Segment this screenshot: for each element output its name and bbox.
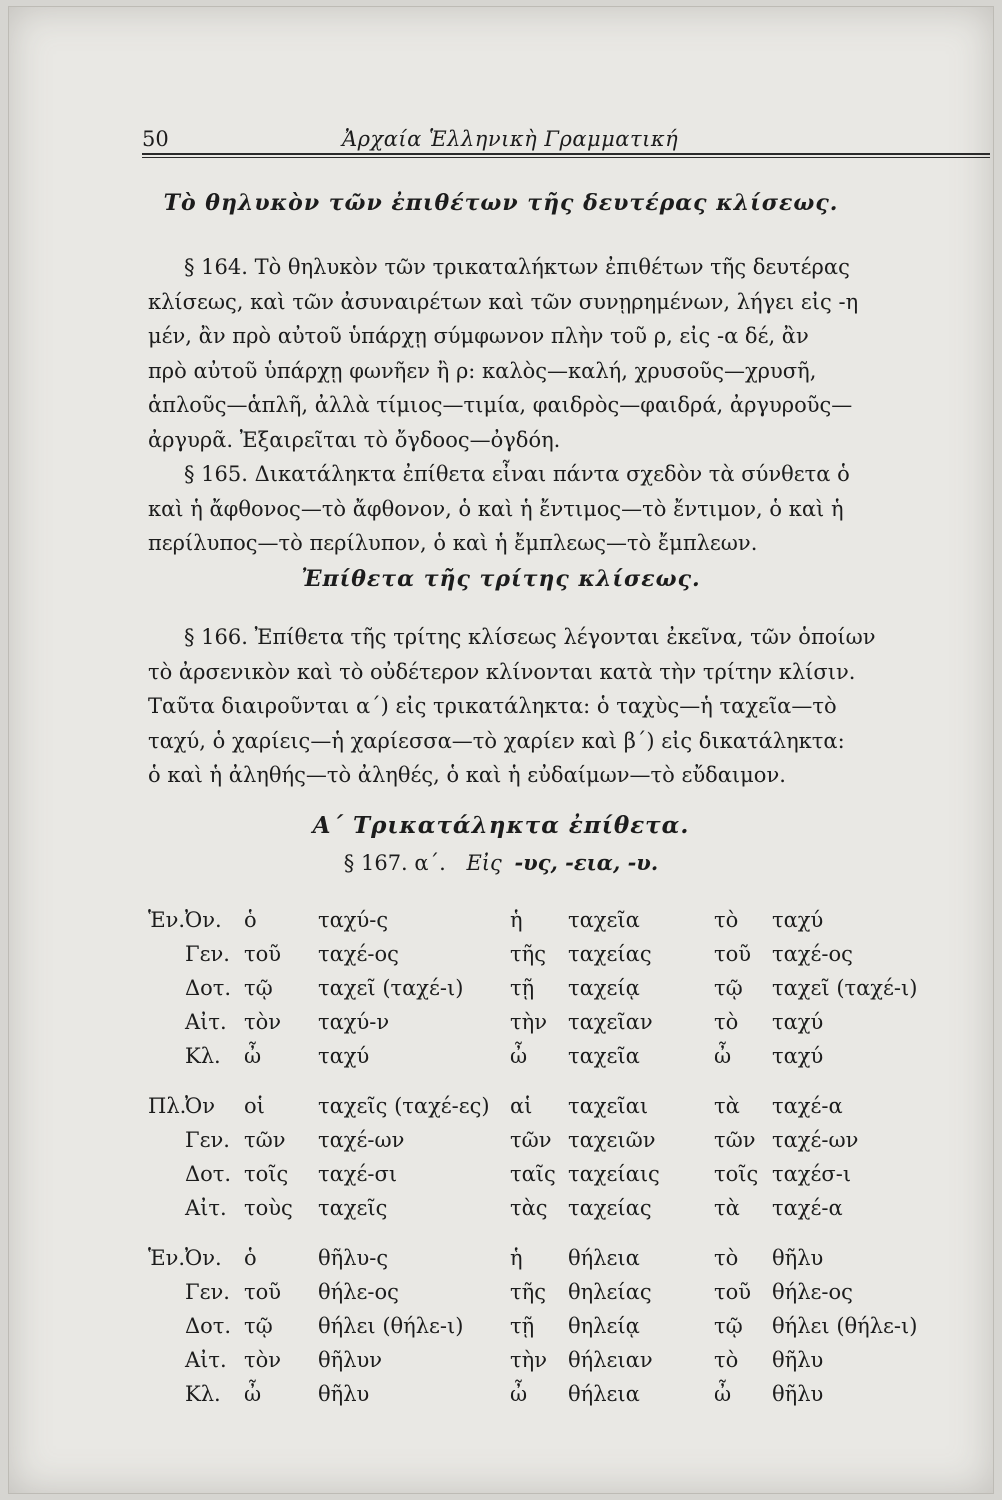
table-row [148,976,990,1010]
table-row [148,1044,990,1078]
text-line: κλίσεως, καὶ τῶν ἀσυναιρέτων καὶ τῶν συνῃρημένων, λήγει εἰς -η [148,289,859,314]
form-masc: ταχεῖ (ταχέ-ι) [318,976,464,1000]
form-fem: ταχεῖα [568,908,640,932]
article-masc: τῷ [244,976,273,1000]
declension-group-singular-taxys [148,908,990,1078]
case-label: Δοτ. [185,1314,232,1338]
form-masc: θήλε-ος [318,1280,399,1304]
form-fem: ταχείᾳ [568,976,640,1000]
article-masc: τοῦ [244,1280,282,1304]
article-masc: τῷ [244,1314,273,1338]
article-neut: τῷ [714,976,743,1000]
declension-table [148,908,990,1416]
declension-group-plural-taxys [148,1094,990,1230]
case-label: Κλ. [185,1044,221,1068]
section-heading-feminine: Τὸ θηλυκὸν τῶν ἐπιθέτων τῆς δευτέρας κλίσεως. [163,190,839,216]
article-masc: τῶν [244,1128,286,1152]
form-masc: θήλει (θήλε-ι) [318,1314,464,1338]
form-fem: θηλείᾳ [568,1314,640,1338]
group-spacer [148,1230,990,1246]
form-fem: θήλεια [568,1246,640,1270]
article-neut: τὰ [714,1094,740,1118]
article-neut: τῶν [714,1128,756,1152]
table-row [148,1382,990,1416]
case-label: Αἰτ. [185,1348,227,1372]
case-label: Γεν. [185,942,230,966]
article-fem: τῆς [510,942,546,966]
table-row [148,1280,990,1314]
table-row [148,942,990,976]
form-fem: θηλείας [568,1280,652,1304]
form-neut: θήλε-ος [772,1280,853,1304]
article-fem: ἡ [510,1246,523,1270]
number-label: Ἑν. [148,908,186,932]
text-line: καὶ ἡ ἄφθονος—τὸ ἄφθονον, ὁ καὶ ἡ ἔντιμος—τὸ ἔντιμον, ὁ καὶ ἡ [148,496,844,521]
article-fem: τῇ [510,1314,535,1338]
form-fem: θήλειαν [568,1348,653,1372]
form-neut: ταχύ [772,908,824,932]
article-fem: τῆς [510,1280,546,1304]
form-masc: ταχεῖς [318,1196,388,1220]
text-line: Ταῦτα διαιροῦνται α΄) εἰς τρικατάληκτα: ὁ ταχὺς—ἡ ταχεῖα—τὸ [148,694,837,718]
article-neut: τὸ [714,1246,739,1270]
header-rule [142,153,990,155]
table-row [148,1348,990,1382]
subsection-label [0,850,1002,875]
article-masc: ὦ [244,1382,262,1406]
form-fem: θήλεια [568,1382,640,1406]
group-spacer [148,1078,990,1094]
table-row [148,1128,990,1162]
form-neut: ταχύ [772,1010,824,1034]
case-label: Αἰτ. [185,1010,227,1034]
text-line: § 164. Τὸ θηλυκὸν τῶν τρικαταλήκτων ἐπιθέτων τῆς δευτέρας [184,255,850,279]
article-fem: ἡ [510,908,523,932]
form-fem: ταχειῶν [568,1128,656,1152]
case-label: Δοτ. [185,976,232,1000]
table-row [148,1196,990,1230]
article-fem: τῶν [510,1128,552,1152]
case-label: Γεν. [185,1128,230,1152]
section-heading-three-termination: Α΄ Τρικατάληκτα ἐπίθετα. [312,812,690,839]
text-line: § 165. Δικατάληκτα ἐπίθετα εἶναι πάντα σχεδὸν τὰ σύνθετα ὁ [184,462,850,486]
form-masc: ταχύ [318,1044,370,1068]
article-masc: τὸν [244,1348,282,1372]
table-row [148,908,990,942]
form-neut: ταχύ [772,1044,824,1068]
table-row [148,1094,990,1128]
article-fem: ταῖς [510,1162,556,1186]
article-neut: τὰ [714,1196,740,1220]
form-masc: θῆλυν [318,1348,383,1372]
form-neut: θῆλυ [772,1246,824,1270]
article-masc: τοῖς [244,1162,289,1186]
form-fem: ταχεῖαν [568,1010,653,1034]
form-fem: ταχείας [568,1196,652,1220]
article-masc: ὦ [244,1044,262,1068]
case-label: Ὀν. [185,908,222,932]
number-label: Ἑν. [148,1246,186,1270]
table-row [148,1162,990,1196]
number-label: Πλ. [148,1094,187,1118]
article-neut: τοῖς [714,1162,759,1186]
form-masc: ταχύ-ν [318,1010,390,1034]
article-masc: τὸν [244,1010,282,1034]
case-label: Δοτ. [185,1162,232,1186]
article-fem: τῇ [510,976,535,1000]
case-label: Ὀν [185,1094,215,1118]
form-neut: ταχέσ-ι [772,1162,852,1186]
article-neut: τὸ [714,1348,739,1372]
text-line: μέν, ἂν πρὸ αὐτοῦ ὑπάρχῃ σύμφωνον πλὴν τοῦ ρ, εἰς -α δέ, ἂν [148,324,809,348]
article-masc: τοὺς [244,1196,293,1220]
form-neut: ταχέ-α [772,1094,843,1118]
subsection-endings: -υς, -εια, -υ. [514,850,659,875]
form-neut: ταχέ-α [772,1196,843,1220]
form-neut: ταχέ-ων [772,1128,859,1152]
form-neut: θῆλυ [772,1382,824,1406]
form-neut: ταχέ-ος [772,942,853,966]
case-label: Γεν. [185,1280,230,1304]
declension-group-singular-thelys [148,1246,990,1416]
table-row [148,1314,990,1348]
case-label: Ὀν. [185,1246,222,1270]
form-masc: θῆλυ [318,1382,370,1406]
article-neut: ὦ [714,1044,732,1068]
article-neut: τῷ [714,1314,743,1338]
article-fem: τὰς [510,1196,548,1220]
form-masc: ταχέ-ων [318,1128,405,1152]
text-line: ταχύ, ὁ χαρίεις—ἡ χαρίεσσα—τὸ χαρίεν καὶ β΄) εἰς δικατάληκτα: [148,728,845,753]
article-fem: ὦ [510,1044,528,1068]
article-neut: τὸ [714,1010,739,1034]
form-fem: ταχείαις [568,1162,660,1186]
text-line: ἀργυρᾶ. Ἐξαιρεῖται τὸ ὄγδοος—ὀγδόη. [148,427,561,452]
form-masc: θῆλυ-ς [318,1246,389,1270]
section-paragraph-164-165 [148,250,990,561]
case-label: Αἰτ. [185,1196,227,1220]
table-row [148,1246,990,1280]
article-fem: τὴν [510,1010,547,1034]
text-line: ἁπλοῦς—ἁπλῆ, ἀλλὰ τίμιος—τιμία, φαιδρὸς—φαιδρά, ἀργυροῦς— [148,393,853,417]
table-row [148,1010,990,1044]
running-title: Ἀρχαία Ἑλληνικὴ Γραμματική [342,127,679,151]
article-fem: τὴν [510,1348,547,1372]
text-line: περίλυπος—τὸ περίλυπον, ὁ καὶ ἡ ἔμπλεως—τὸ ἔμπλεων. [148,531,758,555]
text-line: τὸ ἀρσενικὸν καὶ τὸ οὐδέτερον κλίνονται κατὰ τὴν τρίτην κλίσιν. [148,659,856,684]
section-paragraph-166 [148,620,990,793]
article-masc: τοῦ [244,942,282,966]
form-neut: θῆλυ [772,1348,824,1372]
article-masc: ὁ [244,908,257,932]
section-heading-third: Ἐπίθετα τῆς τρίτης κλίσεως. [301,566,701,592]
text-line: ὁ καὶ ἡ ἀληθής—τὸ ἀληθές, ὁ καὶ ἡ εὐδαίμων—τὸ εὔδαιμον. [148,763,786,787]
article-fem: αἱ [510,1094,533,1118]
case-label: Κλ. [185,1382,221,1406]
page-number: 50 [142,127,169,151]
form-fem: ταχείας [568,942,652,966]
subsection-word: Εἰς [466,851,502,875]
article-neut: τοῦ [714,942,752,966]
article-fem: ὦ [510,1382,528,1406]
form-masc: ταχεῖς (ταχέ-ες) [318,1094,490,1118]
form-neut: θήλει (θήλε-ι) [772,1314,918,1338]
subsection-paragraph: § 167. α΄. [343,851,446,875]
article-neut: τοῦ [714,1280,752,1304]
form-fem: ταχεῖαι [568,1094,649,1118]
text-line: πρὸ αὐτοῦ ὑπάρχῃ φωνῆεν ἢ ρ: καλὸς—καλή, χρυσοῦς—χρυσῆ, [148,358,817,383]
form-masc: ταχύ-ς [318,908,389,932]
article-masc: οἱ [244,1094,265,1118]
form-masc: ταχέ-ος [318,942,399,966]
article-masc: ὁ [244,1246,257,1270]
header-rule-thin [142,157,990,158]
article-neut: ὦ [714,1382,732,1406]
form-fem: ταχεῖα [568,1044,640,1068]
article-neut: τὸ [714,908,739,932]
form-masc: ταχέ-σι [318,1162,398,1186]
form-neut: ταχεῖ (ταχέ-ι) [772,976,918,1000]
text-line: § 166. Ἐπίθετα τῆς τρίτης κλίσεως λέγονται ἐκεῖνα, τῶν ὁποίων [184,625,876,649]
